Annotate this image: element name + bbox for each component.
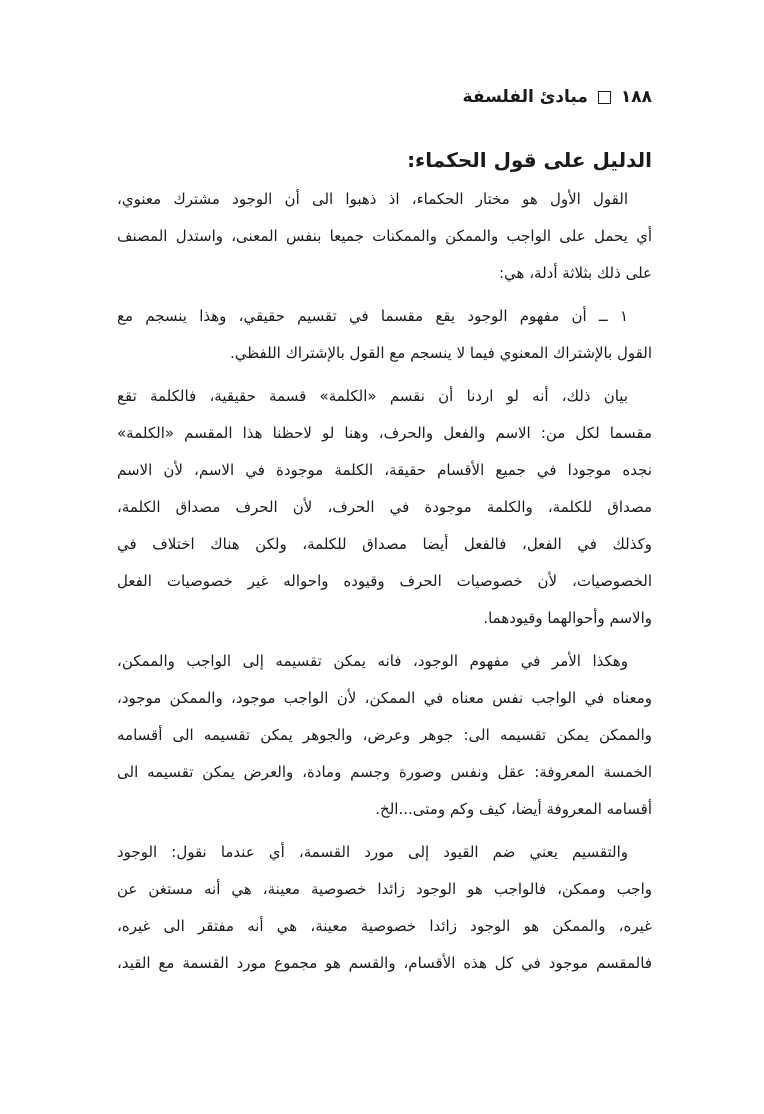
paragraph-3 xyxy=(117,378,652,637)
text-line: القول بالإشتراك المعنوي فيما لا ينسجم مع القول بالإشتراك اللفظي. xyxy=(229,344,652,362)
running-header xyxy=(463,85,652,109)
text-line: ومعناه في الواجب نفس معناه في الممكن، لأن الواجب موجود، والممكن موجود، xyxy=(117,689,652,707)
text-line: فالمقسم موجود في كل هذه الأقسام، والقسم هو مجموع مورد القسمة مع القيد، xyxy=(117,954,652,972)
text-line: والاسم وأحوالهما وقيودهما. xyxy=(483,609,652,627)
text-line: وكذلك في الفعل، فالفعل أيضا مصداق للكلمة، ولكن هناك اختلاف في xyxy=(117,535,652,553)
text-line: أي يحمل على الواجب والممكن والممكنات جميعا بنفس المعنى، واستدل المصنف xyxy=(117,227,652,245)
text-line: والتقسيم يعني ضم القيود إلى مورد القسمة، أي عندما نقول: الوجود xyxy=(117,843,628,861)
text-line: الخمسة المعروفة: عقل ونفس وصورة وجسم ومادة، والعرض يمكن تقسيمه الى xyxy=(117,763,652,781)
text-line: القول الأول هو مختار الحكماء، اذ ذهبوا الى أن الوجود مشترك معنوي، xyxy=(117,190,628,208)
text-line: والممكن يمكن تقسيمه الى: جوهر وعرض، والجوهر يمكن تقسيمه الى أقسامه xyxy=(117,726,652,744)
text-line: مقسما لكل من: الاسم والفعل والحرف، وهنا لو لاحظنا هذا المقسم «الكلمة» xyxy=(117,424,652,442)
section-heading: الدليل على قول الحكماء: xyxy=(407,148,652,172)
paragraph-1 xyxy=(117,181,652,292)
book-title: مبادئ الفلسفة xyxy=(462,87,588,107)
text-line: على ذلك بثلاثة أدلة، هي: xyxy=(498,264,652,282)
text-line: وهكذا الأمر في مفهوم الوجود، فانه يمكن تقسيمه إلى الواجب والممكن، xyxy=(117,652,628,670)
page-body xyxy=(117,145,652,988)
paragraph-5 xyxy=(117,834,652,982)
text-line: غيره، والممكن هو الوجود زائدا خصوصية معينة، هي أنه مفتقر الى غيره، xyxy=(117,917,652,935)
text-line: مصداق للكلمة، والكلمة موجودة في الحرف، لأن الحرف مصداق الكلمة، xyxy=(117,498,652,516)
text-line: أقسامه المعروفة أيضا، كيف وكم ومتى...الخ. xyxy=(375,800,652,818)
text-line: الخصوصيات، لأن خصوصيات الحرف وقيوده واحواله غير خصوصيات الفعل xyxy=(117,572,652,590)
header-box-ornament xyxy=(598,91,611,104)
text-line: واجب وممكن، فالواجب هو الوجود زائدا خصوصية معينة، هي أنه مستغن عن xyxy=(117,880,652,898)
text-line: نجده موجودا في جميع الأقسام حقيقة، الكلمة موجودة في الاسم، لأن الاسم xyxy=(117,461,652,479)
page-number: ١٨٨ xyxy=(620,87,652,107)
paragraph-4 xyxy=(117,643,652,828)
paragraph-2 xyxy=(117,298,652,372)
text-line: ١ ــ أن مفهوم الوجود يقع مقسما في تقسيم حقيقي، وهذا ينسجم مع xyxy=(117,307,628,325)
text-line: بيان ذلك، أنه لو اردنا أن نقسم «الكلمة» قسمة حقيقية، فالكلمة تقع xyxy=(117,387,628,405)
